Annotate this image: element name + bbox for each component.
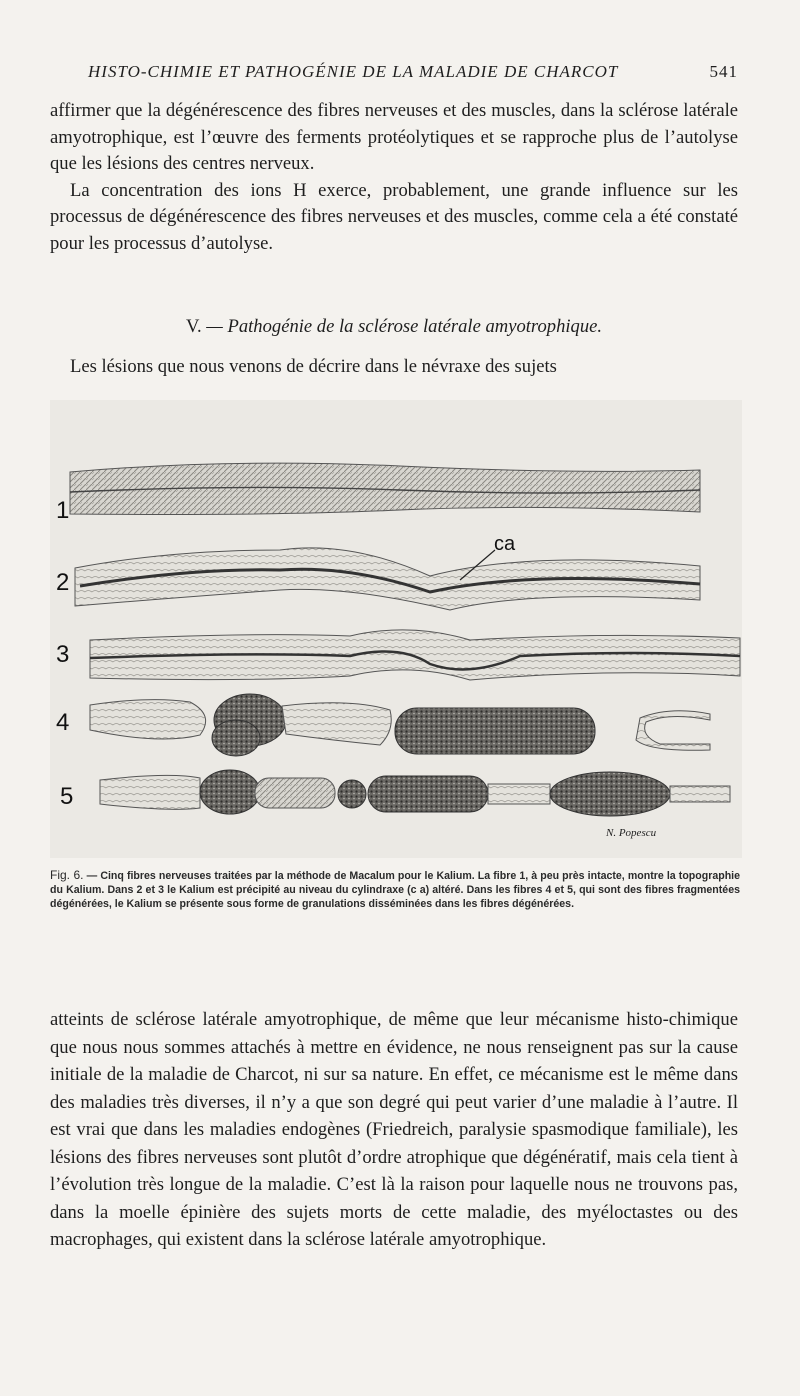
section-number: V.: [185, 316, 202, 337]
artist-signature: N. Popescu: [606, 827, 657, 839]
fibre-4: [90, 700, 206, 739]
paragraph-continued: affirmer que la dégénérescence des fibres nerveuses et des muscles, dans la sclérose latérale amyotrophique, est l’œuvre des ferments protéolytiques et se rapproche plus de l’autolyse que les lésions des centres nerveux.: [50, 100, 738, 174]
fibre-label-1: 1: [56, 497, 70, 524]
fibre-5: [100, 775, 200, 809]
fibre-label-3: 3: [56, 641, 70, 668]
caption-text: — Cinq fibres nerveuses traitées par la méthode de Macalum pour le Kalium. La fibre 1, à peu près intacte, montre la topographie du Kalium. Dans 2 et 3 le Kalium est précipité au niveau du cylindraxe (c a) altéré. Dans les fibres 4 et 5, qui sont des fibres fragmentées dégénérées, le Kalium se présente sous forme de granulations disséminées dans les fibres dégénérées.: [50, 870, 740, 910]
bottom-paragraph: atteints de sclérose latérale amyotrophique, de même que leur mécanisme histo-chimique que nous nous sommes attachés à mettre en évidence, ne nous renseignent pas sur la cause initiale de la maladie de Charcot, ni sur sa nature. En effet, ce mécanisme est le même dans des maladies très diverses, il n’y a que son degré qui peut varier d’une maladie à l’autre. Il est vrai que dans les maladies endogènes (Friedreich, paralysie spasmodique familiale), les lésions des fibres nerveuses sont plutôt d’ordre atrophique que dégénératif, mais cela tient à l’évolution très longue de la maladie. C’est là la raison pour laquelle nous ne trouvons pas, dans la moelle épinière des sujets morts de cette maladie, des myéloctastes ou des macrophages, qui existent dans la sclérose latérale amyotrophique.: [50, 1009, 738, 1250]
paragraph: La concentration des ions H exerce, probablement, une grande influence sur les processus de dégénérescence des fibres nerveuses et des muscles, comme cela a été constaté pour les processus d’autolyse.: [50, 179, 738, 254]
paragraph-before-figure: Les lésions que nous venons de décrire dans le névraxe des sujets: [70, 356, 557, 377]
annotation-ca: ca: [494, 533, 516, 555]
figure-nerve-fibres: [50, 400, 742, 858]
running-title: HISTO-CHIMIE ET PATHOGÉNIE DE LA MALADIE DE CHARCOT: [88, 62, 619, 81]
caption-lead: Fig. 6.: [50, 868, 84, 882]
section-title: — Pathogénie de la sclérose latérale amyotrophique.: [206, 316, 603, 337]
fibre-label-2: 2: [56, 569, 70, 596]
figure-caption: [50, 868, 740, 911]
page-number: 541: [709, 62, 738, 81]
figure-illustration: [50, 400, 742, 858]
top-text-block: [50, 98, 738, 257]
section-heading: [50, 316, 738, 338]
fibre-label-4: 4: [56, 709, 70, 736]
fibre-label-5: 5: [60, 783, 74, 810]
